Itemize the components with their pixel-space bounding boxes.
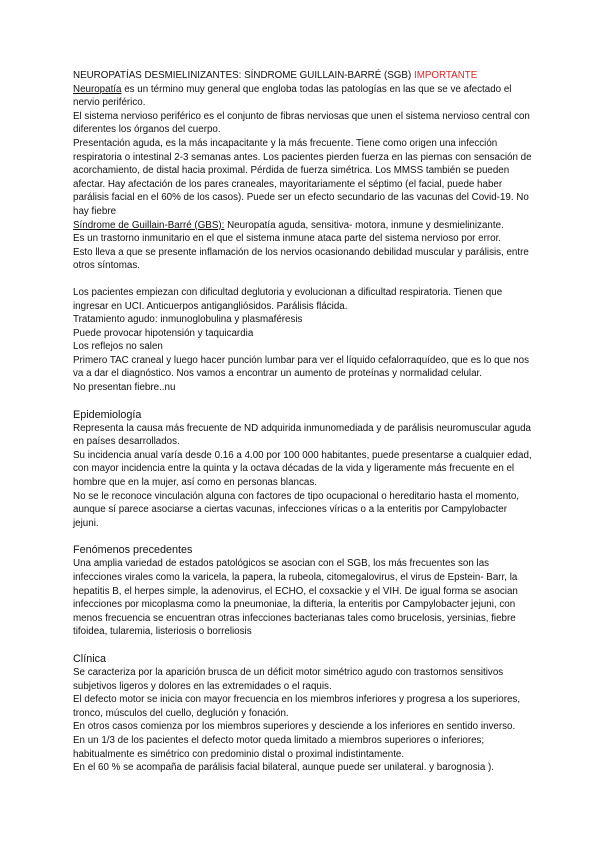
document-page — [73, 69, 533, 775]
title-important-tag: IMPORTANTE — [413, 70, 478, 81]
spacer — [73, 273, 533, 286]
neuropatia-definition — [73, 83, 533, 110]
clinica-paragraph: Se caracteriza por la aparición brusca de un déficit motor simétrico agudo con trastornos sensitivos subjetivos ligeros y dolores en las extremidades o el raquis. — [73, 666, 504, 692]
gbs-text: Neuropatía aguda, sensitiva- motora, inmune y desmielinizante. — [224, 219, 504, 231]
presentacion-paragraph: Presentación aguda, es la más incapacitante y la más frecuente. Tiene como origen una infección respiratoria o intestinal 2-3 semanas antes. Los pacientes pierden fuerza en las piernas con sensación de acorchamiento, de distal hacia proximal. Pérdida de fuerza simétrica. Los MMSS también se pueden afectar. Hay afectación de los pares craneales, mayoritariamente el séptimo (el facial, puede haber parálisis facial en el 60% de los casos). Puede ser un efecto secundario de las vacunas del Covid-19. No hay fiebre — [73, 137, 532, 217]
trastorno-paragraph: Es un trastorno inmunitario en el que el sistema inmune ataca parte del sistema nervioso por error. — [73, 233, 502, 245]
spacer — [73, 639, 533, 652]
clinica-heading: Clínica — [73, 652, 107, 665]
epidemiologia-paragraph: Su incidencia anual varía desde 0.16 a 4.00 por 100 000 habitantes, puede presentarse a cualquier edad, con mayor incidencia entre la quinta y la octava décadas de la vida y ligeramente más frecuente en el hombre que en la mujer, así como en personas blancas. — [73, 449, 532, 489]
fiebre-paragraph: No presentan fiebre..nu — [73, 382, 176, 394]
clinica-paragraph: En otros casos comienza por los miembros superiores y desciende a los inferiores en sentido inverso. — [73, 721, 516, 733]
epidemiologia-paragraph: Representa la causa más frecuente de ND adquirida inmunomediada y de parálisis neuromuscular aguda en países desarrollados. — [73, 422, 531, 448]
neuropatia-term: Neuropatía — [73, 83, 122, 95]
snp-paragraph: El sistema nervioso periférico es el conjunto de fibras nerviosas que unen el sistema nervioso central con diferentes los órganos del cuerpo. — [73, 110, 530, 136]
diagnostico-paragraph: Primero TAC craneal y luego hacer punción lumbar para ver el líquido cefalorraquídeo, que es lo que nos va a dar el diagnóstico. Nos vamos a encontrar un aumento de proteínas y normalidad celular. — [73, 354, 529, 380]
clinica-paragraph: En un 1/3 de los pacientes el defecto motor queda limitado a miembros superiores o inferiores; habitualmente es simétrico con predominio distal o proximal indistintamente. — [73, 734, 485, 760]
gbs-definition — [73, 219, 533, 233]
tratamiento-paragraph: Tratamiento agudo: inmunoglobulina y plasmaféresis — [73, 314, 303, 326]
title-main: NEUROPATÍAS DESMIELINIZANTES: SÍNDROME GUILLAIN-BARRÉ (SGB) — [73, 70, 412, 81]
fenomenos-heading: Fenómenos precedentes — [73, 544, 193, 557]
spacer — [73, 395, 533, 408]
reflejos-paragraph: Los reflejos no salen — [73, 341, 163, 353]
fenomenos-paragraph: Una amplia variedad de estados patológicos se asocian con el SGB, los más frecuentes son las infecciones virales como la varicela, la papera, la rubeola, citomegalovirus, el virus de Epstein- Barr, la hepatitis B, el herpes simple, la adenovirus, el ECHO, el coxsackie y el VIH. De igual forma se asocian infecciones por micoplasma como la pneumoniae, la difteria, la enteritis por Campylobacter jejuni, con menos frecuencia se encuentran otras infecciones bacterianas tales como brucelosis, yersinias, fiebre tifoidea, tularemia, listeriosis o borreliosis — [73, 558, 518, 638]
hipotension-paragraph: Puede provocar hipotensión y taquicardia — [73, 327, 254, 339]
epidemiologia-paragraph: No se le reconoce vinculación alguna con factores de tipo ocupacional o hereditario hasta el momento, aunque sí parece asociarse a ciertas vacunas, infecciones víricas o a la enteritis por Campylobacter jejuni. — [73, 490, 520, 529]
inflamacion-paragraph: Esto lleva a que se presente inflamación de los nervios ocasionando debilidad muscular y parálisis, entre otros síntomas. — [73, 246, 529, 272]
epidemiologia-heading: Epidemiología — [73, 408, 142, 421]
neuropatia-text: es un término muy general que engloba todas las patologías en las que se ve afectado el nervio periférico. — [73, 83, 512, 109]
clinica-paragraph: El defecto motor se inicia con mayor frecuencia en los miembros inferiores y progresa a los superiores, tronco, músculos del cuello, deglución y fonación. — [73, 694, 521, 719]
gbs-term: Síndrome de Guillain-Barré (GBS): — [73, 219, 225, 231]
clinica-paragraph: En el 60 % se acompaña de parálisis facial bilateral, aunque puede ser unilateral. y barognosia ). — [73, 762, 494, 774]
document-title — [73, 69, 533, 83]
spacer — [73, 530, 533, 543]
evolucion-paragraph: Los pacientes empiezan con dificultad deglutoria y evolucionan a dificultad respiratoria. Tienen que ingresar en UCI. Anticuerpos antigangliósidos. Parálisis flácida. — [73, 286, 503, 312]
